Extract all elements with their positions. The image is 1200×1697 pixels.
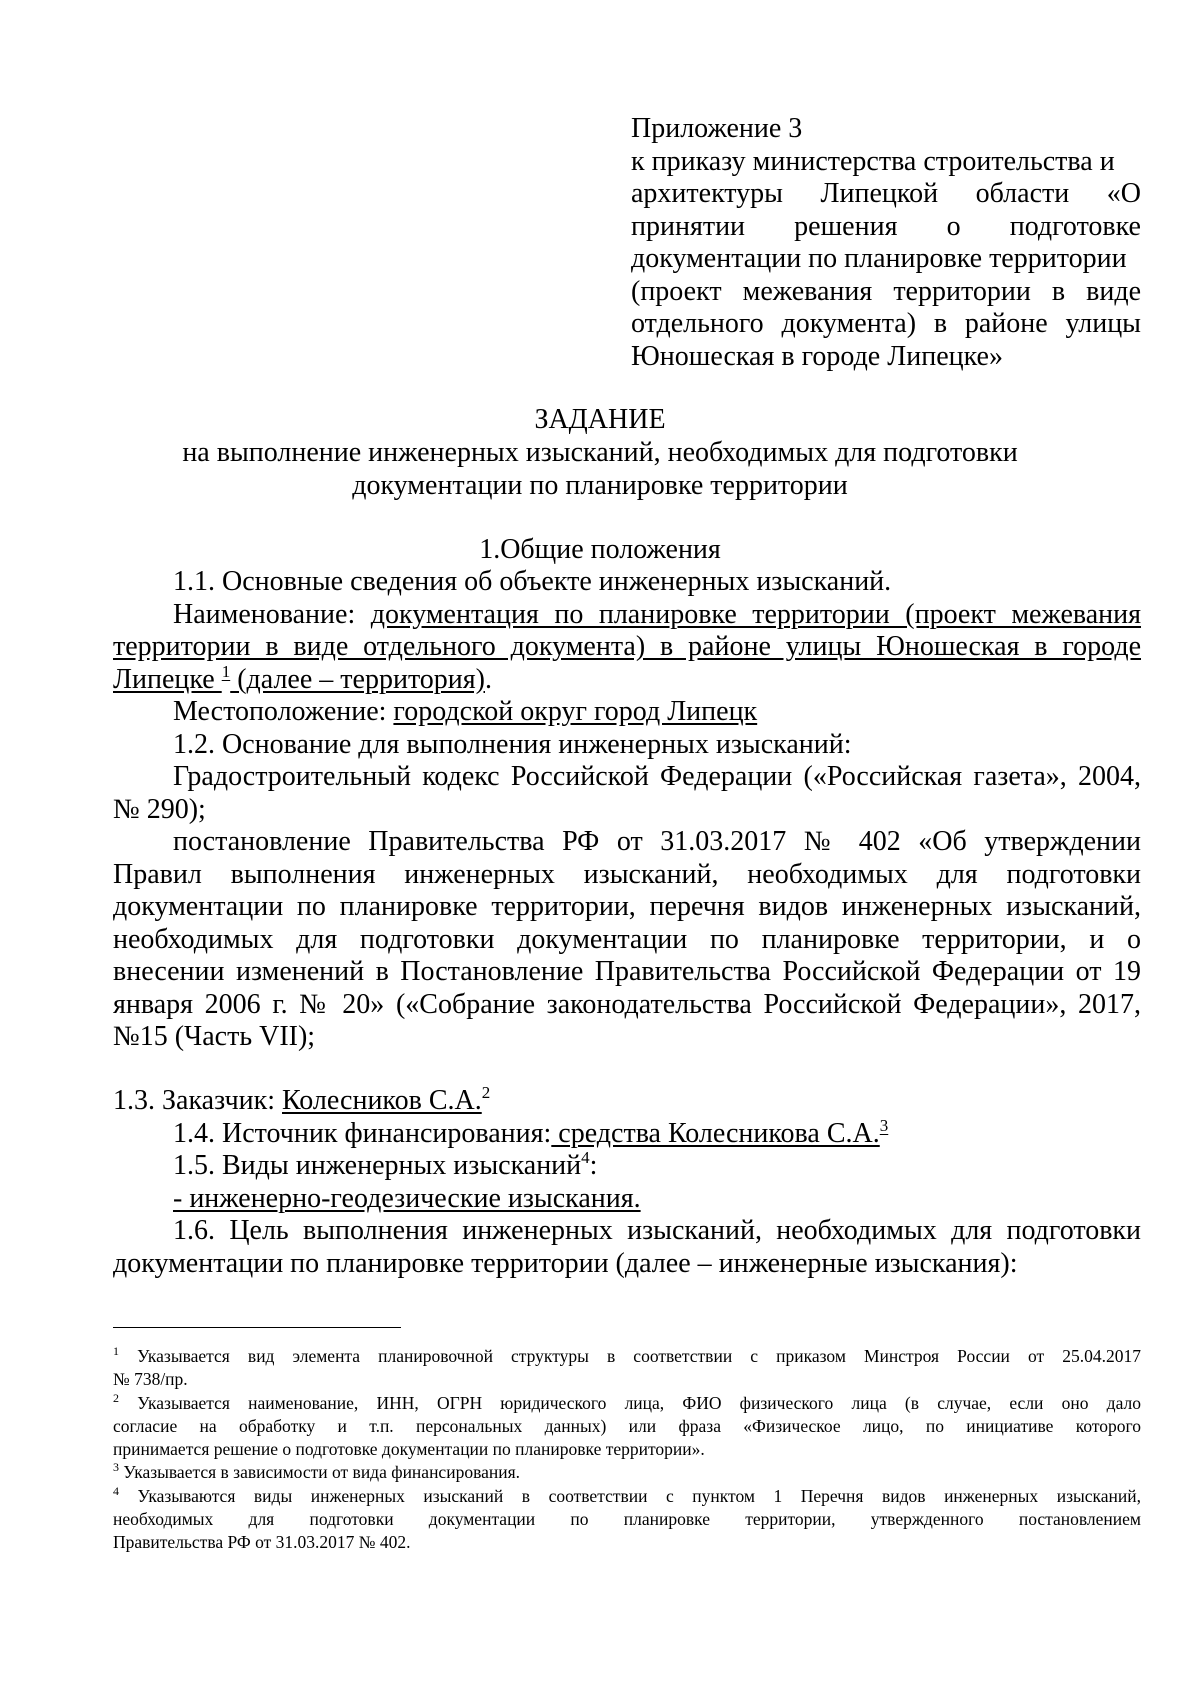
name-value-end: . (485, 663, 492, 695)
document-subtitle-line: на выполнение инженерных изысканий, необходимых для подготовки (182, 437, 1018, 468)
footnote-4-line: Правительства РФ от 31.03.2017 № 402. (113, 1532, 411, 1553)
attachment-line: принятии решения о подготовке (631, 210, 1141, 242)
footnotes (113, 1345, 1141, 1555)
types-colon: : (589, 1150, 598, 1181)
basis-1-line: № 290); (113, 793, 206, 825)
name-value-part: (далее – территория) (230, 663, 485, 695)
footnote-number: 4 (113, 1483, 119, 1498)
clause-1-3 (113, 1085, 1141, 1118)
attachment-line: документации по планировке территории (631, 243, 1127, 274)
footnote-1-line: № 738/пр. (113, 1369, 188, 1390)
clause-1-6-line: документации по планировке территории (далее – инженерные изыскания): (113, 1247, 1018, 1279)
basis-2-line: №15 (Часть VII); (113, 1021, 316, 1052)
name-value-line: территории в виде отдельного документа) в районе улицы Юношеская в городе (113, 631, 1141, 662)
basis-2-line: документации по планировке территории, перечня видов инженерных изысканий, (113, 891, 1141, 922)
footnote-ref[interactable]: 4 (581, 1148, 590, 1167)
customer-value: Колесников С.А. (282, 1085, 482, 1116)
basis-2-line: января 2006 г. № 20» («Собрание законодательства Российской Федерации», 2017, (113, 988, 1141, 1020)
footnote-text: Указывается вид элемента планировочной структуры в соответствии с приказом Минстроя России от 25.04.2017 (119, 1346, 1141, 1366)
location-label: Местоположение: (173, 696, 394, 727)
name-value-part: Липецке (113, 663, 222, 695)
footnote-3 (113, 1461, 1141, 1484)
document-subtitle-line: документации по планировке территории (352, 470, 848, 501)
footnote-ref[interactable]: 3 (879, 1115, 889, 1135)
footnote-2-line: согласие на обработку и т.п. персональных данных) или фраза «Физическое лицо, по инициативе которого (113, 1415, 1141, 1436)
footnote-separator (113, 1327, 401, 1328)
name-value-line (113, 661, 1141, 697)
footnote-ref[interactable]: 2 (481, 1083, 491, 1102)
footnote-2-line: принимается решение о подготовке документации по планировке территории». (113, 1439, 705, 1460)
basis-2-line: постановление Правительства РФ от 31.03.2017 № 402 «Об утверждении (173, 826, 1141, 857)
attachment-line: Приложение 3 (631, 113, 803, 144)
footnote-number: 3 (113, 1460, 119, 1475)
attachment-header (631, 113, 1141, 373)
attachment-line: архитектуры Липецкой области «О (631, 178, 1141, 209)
location-value: городской округ город Липецк (393, 696, 758, 727)
basis-2-line: внесении изменений в Постановление Правительства Российской Федерации от 19 (113, 956, 1141, 987)
document-body-continued (113, 1085, 1141, 1280)
document-body (113, 566, 1141, 1054)
location-line (113, 696, 1141, 729)
footnote-number: 1 (113, 1344, 119, 1358)
basis-1-line: Градостроительный кодекс Российской Федерации («Российская газета», 2004, (173, 761, 1141, 792)
clause-1-6: 1.6. Цель выполнения инженерных изысканий, необходимых для подготовки (173, 1215, 1141, 1246)
name-label: Наименование: (173, 598, 371, 630)
basis-2-line: необходимых для подготовки документации по планировке территории, и о (113, 923, 1141, 955)
funding-label: 1.4. Источник финансирования: (173, 1117, 552, 1149)
customer-label: 1.3. Заказчик: (113, 1085, 283, 1116)
section-heading: 1.Общие положения (479, 534, 721, 565)
clause-1-2: 1.2. Основание для выполнения инженерных изысканий: (173, 728, 852, 760)
footnote-2 (113, 1392, 1141, 1415)
types-label: 1.5. Виды инженерных изысканий (173, 1150, 582, 1181)
funding-value: средства Колесникова С.А. (551, 1117, 880, 1149)
footnote-4-line: необходимых для подготовки документации по планировке территории, утвержденного постановлением (113, 1509, 1141, 1530)
footnote-ref[interactable]: 1 (221, 661, 231, 681)
footnote-4 (113, 1485, 1141, 1508)
name-value: документация по планировке территории (проект межевания (370, 598, 1142, 630)
attachment-line: отдельного документа) в районе улицы (631, 308, 1141, 339)
footnote-1 (113, 1345, 1141, 1368)
document-title: ЗАДАНИЕ (534, 404, 666, 435)
footnote-text: Указывается в зависимости от вида финансирования. (119, 1462, 521, 1483)
footnote-text: Указываются виды инженерных изысканий в соответствии с пунктом 1 Перечня видов инженерных изысканий, (119, 1485, 1141, 1506)
attachment-line: Юношеская в городе Липецке» (631, 340, 1003, 372)
attachment-line: (проект межевания территории в виде (631, 275, 1141, 307)
clause-1-4 (113, 1115, 1141, 1151)
clause-1-1: 1.1. Основные сведения об объекте инженерных изысканий. (173, 566, 892, 597)
clause-1-5 (113, 1150, 1141, 1183)
footnote-text: Указывается наименование, ИНН, ОГРН юридического лица, ФИО физического лица (в случае, если оно дало (119, 1392, 1141, 1413)
types-item-text: - инженерно-геодезические изыскания. (173, 1182, 641, 1214)
footnote-number: 2 (113, 1390, 119, 1405)
name-line (113, 599, 1141, 632)
basis-2-line: Правил выполнения инженерных изысканий, необходимых для подготовки (113, 858, 1141, 890)
types-item (113, 1183, 1141, 1216)
attachment-line: к приказу министерства строительства и (631, 145, 1115, 177)
